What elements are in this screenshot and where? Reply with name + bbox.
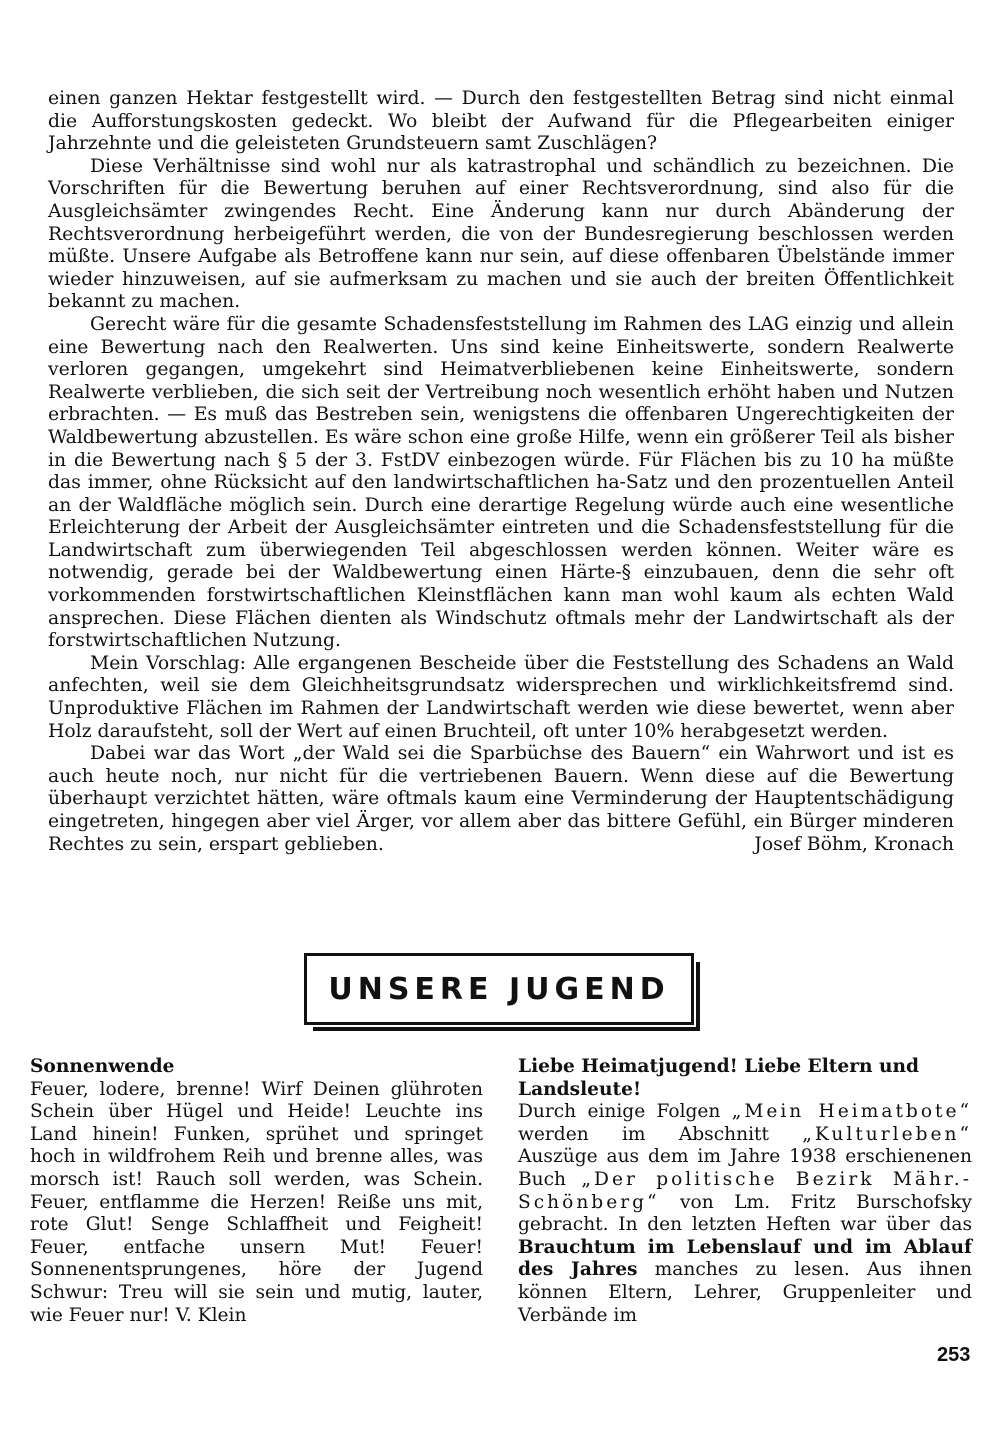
author-signature: Josef Böhm, Kronach (754, 833, 954, 855)
article-paragraph: einen ganzen Hektar festgestellt wird. — Durch den festgestellten Betrag sind nicht einmal die Aufforstungskosten gedeckt. Wo bleibt der Aufwand für die Pflegearbeiten einiger Jahrzehnte und die geleisteten Grundsteuern samt Zuschlägen? (48, 88, 954, 155)
publication-title: „Mein Heimatbote“ (731, 1101, 972, 1123)
article-paragraph: Gerecht wäre für die gesamte Schadensfeststellung im Rahmen des LAG einzig und allein eine Bewertung nach den Realwerten. Uns sind keine Einheitswerte, sondern Realwerte verloren gegangen, umgekehrt sind Heimatverbliebenen keine Einheitswerte, sondern Realwerte verblieben, die sich seit der Vertreibung noch wesentlich erhöht haben und Nutzen erbrachten. — Es muß das Bestreben sein, wenigstens die offenbaren Ungerechtigkeiten der Waldbewertung abzustellen. Es wäre schon eine große Hilfe, wenn ein größerer Teil als bisher in die Bewertung nach § 5 der 3. FstDV einbezogen würde. Für Flächen bis zu 10 ha müßte das immer, ohne Rücksicht auf den landwirtschaftlichen ha-Satz und den prozentuellen Anteil an der Waldfläche möglich sein. Durch eine derartige Regelung würde auch eine wesentliche Erleichterung der Arbeit der Ausgleichsämter eintreten und die Schadensfeststellung für die Landwirtschaft zum überwiegenden Teil abgeschlossen werden können. Weiter wäre es notwendig, gerade bei der Waldbewertung einen Härte-§ einzubauen, denn die sehr oft vorkommenden forstwirtschaftlichen Kleinstflächen kann man wohl kaum als echten Wald ansprechen. Diese Flächen dienten als Windschutz oftmals mehr der Landwirtschaft als der forstwirtschaftlichen Nutzung. (48, 313, 954, 652)
letter-body (518, 1101, 972, 1327)
article-paragraph: Dabei war das Wort „der Wald sei die Sparbüchse des Bauern“ ein Wahrwort und ist es auch heute noch, nur nicht für die vertriebenen Bauern. Wenn diese auf die Bewertung überhaupt verzichtet hätten, wäre oftmals kaum eine Verminderung der Hauptentschädigung eingetreten, hingegen aber viel Ärger, vor allem aber das bittere Gefühl, ein Bürger minderen Rechtes zu sein, erspart geblieben. (48, 743, 954, 855)
article-continuation (48, 88, 954, 856)
letter-text: Auszüge aus dem im Jahre 1938 erschienenen Buch (518, 1146, 972, 1190)
left-column (30, 1056, 483, 1327)
bold-topic: Brauchtum im Lebenslauf und im Ablauf des Jahres (518, 1236, 972, 1281)
right-column (518, 1056, 972, 1327)
section-reference: „Kulturleben“ (802, 1123, 972, 1145)
page-number: 253 (937, 1344, 971, 1366)
letter-text: Durch einige Folgen (518, 1101, 732, 1123)
section-title: UNSERE JUGEND (328, 971, 670, 1007)
letter-text: manches zu lesen. Aus ihnen können Eltern, Lehrer, Gruppenleiter und Verbände im (518, 1259, 972, 1326)
letter-text: von Lm. Fritz Burschofsky gebracht. In den letzten Heften war über das (518, 1191, 972, 1236)
article-paragraph: Mein Vorschlag: Alle ergangenen Bescheide über die Feststellung des Schadens an Wald anfechten, weil sie dem Gleichheitsgrundsatz widersprechen und wirklichkeitsfremd sind. Unproduktive Flächen im Rahmen der Landwirtschaft werden wie diese bewertet, wenn aber Holz daraufsteht, soll der Wert auf einen Bruchteil, oft unter 10% herabgesetzt werden. (48, 652, 954, 742)
letter-heading: Liebe Heimatjugend! Liebe Eltern und Landsleute! (518, 1056, 920, 1100)
poem-heading: Sonnenwende (30, 1056, 175, 1077)
poem-body (30, 1079, 483, 1328)
section-header-box (304, 953, 694, 1025)
article-paragraph-last (48, 743, 954, 856)
article-paragraph: Diese Verhältnisse sind wohl nur als katrastrophal und schändlich zu bezeichnen. Die Vorschriften für die Bewertung beruhen auf einer Rechtsverordnung, sind also für die Ausgleichsämter zwingendes Recht. Eine Änderung kann nur durch Abänderung der Rechtsverordnung herbeigeführt werden, die von der Bundesregierung beschlossen werden müßte. Unsere Aufgabe als Betroffene kann nur sein, auf diese offenbaren Übelstände immer wieder hinzuweisen, auf sie aufmerksam zu machen und sie auch der breiten Öffentlichkeit bekannt zu machen. (48, 155, 954, 313)
poem-text: Feuer, lodere, brenne! Wirf Deinen glühroten Schein über Hügel und Heide! Leuchte ins Land hinein! Funken, sprühet und springet hoch in wildfrohem Reih und brenne alles, was morsch ist! Rauch soll werden, was Schein. Feuer, entflamme die Herzen! Reiße uns mit, rote Glut! Senge Schlaffheit und Feigheit! Feuer, entfache unsern Mut! Feuer! Sonnenentsprungenes, höre der Jugend Schwur: Treu will sie sein und mutig, lauter, wie Feuer nur! (30, 1078, 483, 1326)
book-title: „Der politische Bezirk Mähr.-Schönberg“ (518, 1168, 972, 1213)
poem-author: V. Klein (175, 1304, 247, 1326)
letter-text: werden im Abschnitt (518, 1123, 803, 1145)
